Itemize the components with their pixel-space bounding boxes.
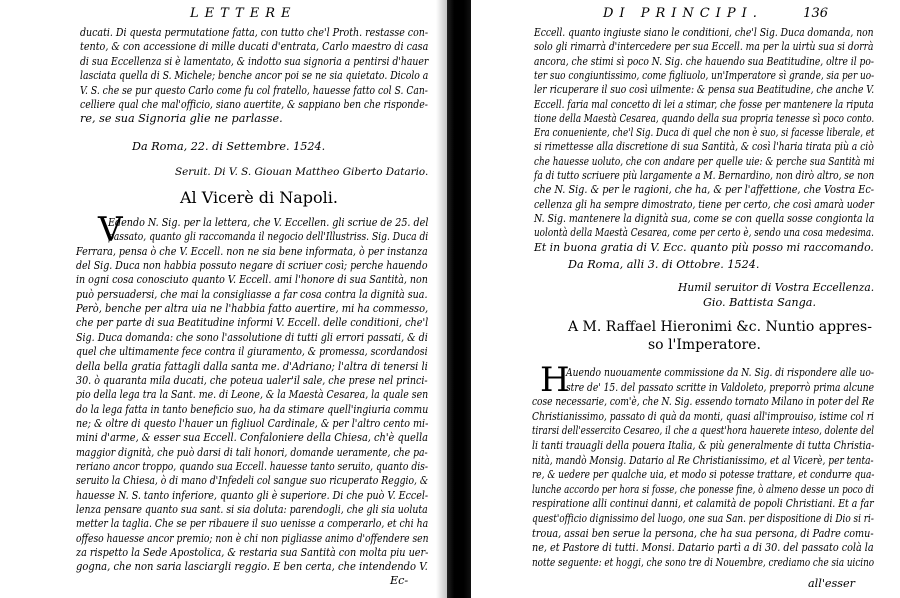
text-line: del Sig. Duca non habbia possuto negare di scriuer così; perche hauendo (76, 259, 428, 273)
text-line: si rimettesse alla discretione di sua Santità, & così l'haria tirata più a ciò (534, 140, 874, 154)
left-page (70, 0, 430, 598)
text-line: Eccell. quanto ingiuste siano le conditioni, che'l Sig. Duca domanda, non (534, 26, 874, 39)
text-line: passato, quanto gli raccomanda il negocio dell'Illustriss. Sig. Duca di (108, 230, 429, 244)
text-line: 30. ò quaranta mila ducati, che poteua ualer'il sale, che prese nel princi- (76, 373, 428, 387)
text-line: Sig. Duca domanda: che sono l'assolutione di tutti gli errori passati, & di (76, 330, 428, 344)
text-line: ne; & oltre di questo l'hauer un figliuol Cardinale, & per l'altro cento mi- (76, 416, 429, 430)
drop-capital: H (540, 360, 570, 400)
running-head: DI PRINCIPI. (603, 6, 763, 21)
catchword: Ec- (390, 574, 409, 587)
text-line: za rispetto la Sede Apostolica, & restaria sua Santità con molta piu uer- (76, 546, 429, 560)
text-line: cellenza gli ha sempre dimostrato, tiene per certo, che così amarà uoder (534, 197, 874, 211)
closing-salutation: Humil seruitor di Vostra Eccellenza. (678, 281, 875, 294)
text-line: re, se sua Signoria glie ne parlasse. (80, 112, 283, 126)
text-line: celliere qual che mal'officio, siano auertite, & sappiano ben che risponde- (80, 98, 428, 111)
text-line: metter la taglia. Che se per ribauere il suo uenisse a comperarlo, et chi ha (76, 517, 429, 531)
text-line: pio della lega tra la Sant. me. di Leone, & la Maestà Cesarea, la quale sen (76, 388, 429, 402)
text-line: di sua Eccellenza si è lamentato, & indotto sua signoria a pentirsi d'hauer (80, 54, 429, 68)
dateline: Da Roma, 22. di Settembre. 1524. (132, 140, 326, 153)
letter-heading: Al Vicerè di Napoli. (180, 188, 338, 207)
text-line: lunche accordo per hora si fosse, che ponesse fine, ò almeno desse un poco di (532, 482, 874, 496)
text-line: notte seguente: et hoggi, che sono tre di Nouembre, crediamo che sia uicino (532, 555, 875, 569)
text-line: in ogni cosa conosciuto quanto V. Eccell. ami l'honore di sua Santità, non (76, 273, 428, 287)
text-line: Christianissimo, passato di quà da monti, quasi all'improuiso, istime col ri (532, 409, 874, 423)
text-line: troua, assai ben serue la persona, che ha sua persona, di Padre comu- (532, 526, 874, 540)
text-line: quest'officio dignissimo del luogo, one sua San. per dispositione di Dio si ri- (532, 512, 874, 525)
text-line: ter suo congiuntissimo, come figliuolo, un'Imperatore sì grande, sia per uo- (534, 68, 875, 82)
text-line: mini d'arme, & esser sua Eccell. Confaloniere della Chiesa, ch'è quella (76, 431, 428, 445)
letter-heading-line1: A M. Raffael Hieronimi &c. Nuntio appres- (568, 319, 872, 335)
book-gutter (447, 0, 471, 598)
text-line: tione della Maestà Cesarea, quando della sua propria tenesse sì poco conto. (534, 111, 875, 125)
letter-heading-line2: so l'Imperatore. (648, 337, 761, 353)
text-line: della bella gratia fattagli dalla santa me. d'Adriano; l'altra di tenersi li (76, 359, 428, 373)
text-line: cose necessarie, com'è, che N. Sig. essendo tornato Milano in poter del Re (532, 395, 875, 409)
text-line: hauesse N. S. tanto inferiore, quanto gli è superiore. Di che può V. Eccel- (76, 488, 429, 502)
text-line: solo gli rimarrà d'intercedere per sua Eccell. ma per la uirtù sua si dorrà (534, 40, 874, 54)
text-line: ducati. Di questa permutatione fatta, con tutto che'l Proth. restasse con- (80, 26, 429, 39)
text-line: N. Sig. mantenere la dignità sua, come se con quella sosse congionta la (534, 211, 875, 225)
text-line: do la lega fatta in tanto beneficio suo, ha da stimare quell'ingiuria commu (76, 402, 429, 416)
text-line: Et in buona gratia di V. Ecc. quanto più posso mi raccomando. (534, 240, 874, 254)
text-line: tento, & con accessione di mille ducati d'entrata, Carlo maestro di casa (80, 40, 429, 54)
dateline: Da Roma, alli 3. di Ottobre. 1524. (568, 258, 760, 271)
text-line: Era conueniente, che'l Sig. Duca di quel che non è suo, si facesse liberale, et (534, 126, 875, 140)
text-line: gogna, che non saria lasciargli reggio. E ben certa, che intendendo V. (76, 560, 428, 574)
text-line: reriano ancor troppo, quando sua Eccell. hauesse tanto seruito, quanto dis- (76, 459, 428, 473)
text-line: stre de' 15. del passato scritte in Valdoleto, preporrò prima alcune (566, 380, 874, 394)
text-line: quel che ultimamente fece contra il giuramento, & promessa, scordandosi (76, 345, 428, 359)
text-line: Ferrara, pensa ò che V. Eccell. non ne sia bene informata, ò per instanza (76, 244, 428, 258)
text-line: tirarsi dell'essercito Cesareo, il che a quest'hora hauerete inteso, dolente del (532, 424, 875, 438)
text-line: lenza pensare quanto sua sant. si sia doluta: parendogli, che gli sia uoluta (76, 503, 428, 516)
text-line: Eccell. faria mal concetto di lei a stimar, che fosse per mantenere la riputa (534, 97, 874, 111)
text-line: può persuadersi, che mai la consigliasse a far cosa contra la dignità sua. (76, 287, 428, 301)
text-line: che hauesse uoluto, che con andare per quelle uie: & perche sua Santità mi (534, 154, 875, 168)
text-line: seruito la Chiesa, ò di mano d'Infedeli col sangue suo ricuperato Reggio, & (76, 474, 429, 488)
text-line: li tanti trauagli della pouera Italia, & più generalmente di tutta Christia- (532, 439, 875, 452)
text-line: Però, benche per altra uia ne l'habbia fatto auertire, mi ha commesso, (76, 302, 429, 316)
catchword: all'esser (808, 577, 855, 590)
text-line: offeso hauesse ancor premio; non è chi non pigliasse animo d'offendere sen (76, 531, 429, 545)
text-line: nità, mandò Monsig. Datario al Re Christianissimo, et al Vicerè, per tenta- (532, 453, 874, 467)
text-line: ne, et Pastore di tutti. Monsi. Datario partì a di 30. del passato colà la (532, 541, 874, 555)
text-line: lasciata quella di S. Michele; benche ancor poi se ne sia quietato. Dicolo a (80, 69, 429, 83)
text-line: Auendo nuouamente commissione da N. Sig. di rispondere alle uo- (566, 366, 874, 379)
text-line: maggior dignità, che può darsi di tali honori, domande ueramente, che pa- (76, 445, 428, 459)
closing-signature: Gio. Battista Sanga. (703, 296, 817, 309)
text-line: ancora, che stimi sì poco N. Sig. che hauendo sua Beatitudine, oltre il po- (534, 54, 874, 68)
text-line: che per parte di sua Beatitudine informi V. Eccell. delle conditioni, che'l (76, 316, 429, 330)
text-line: V. S. che se pur questo Carlo come fu col fratello, hauesse fatto col S. Can- (80, 83, 428, 97)
text-line: ler ricuperare il suo così uilmente: & pensa sua Beatitudine, che anche V. (534, 83, 875, 97)
text-line: Edendo N. Sig. per la lettera, che V. Eccellen. gli scriue de 25. del (108, 216, 429, 229)
text-line: che N. Sig. & per le ragioni, che ha, & per l'affettione, che Vostra Ec- (534, 183, 875, 197)
signature: Seruit. Di V. S. Giouan Mattheo Giberto Datario. (175, 166, 429, 178)
page-number: 136 (803, 6, 828, 21)
running-head: LETTERE (190, 6, 297, 21)
text-line: uolontà della Maestà Cesarea, come per certo è, sendo una cosa medesima. (534, 226, 874, 240)
text-line: respiratione alli continui danni, et calamità de popoli Christiani. Et a far (532, 497, 874, 511)
drop-capital: V (98, 210, 123, 250)
right-page (528, 0, 876, 598)
text-line: fa di tutto scriuere più largamente a M. Bernardino, non dirò altro, se non (534, 169, 875, 182)
text-line: re, & uedere per qualche uia, et modo si potesse trattare, et condurre qua- (532, 468, 875, 482)
